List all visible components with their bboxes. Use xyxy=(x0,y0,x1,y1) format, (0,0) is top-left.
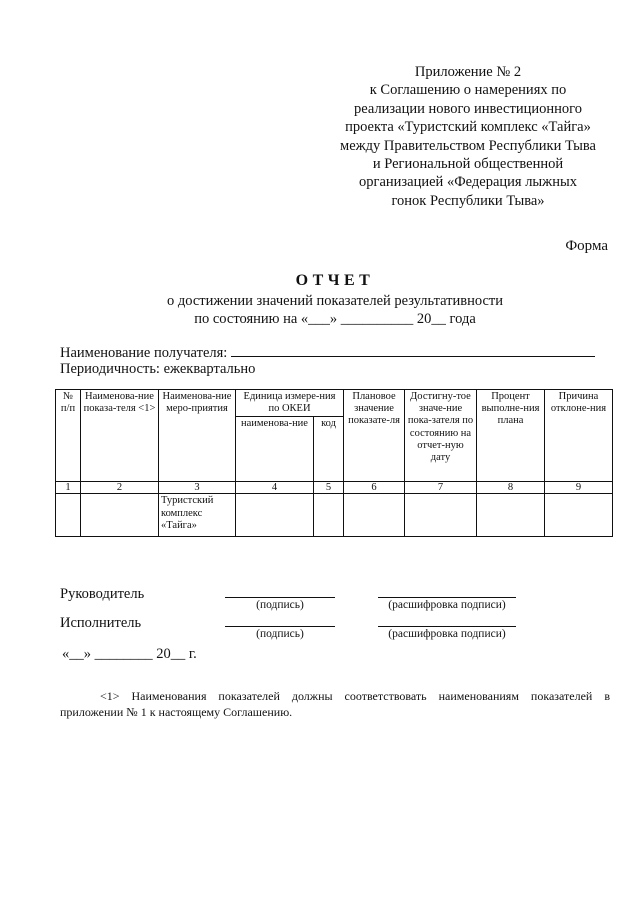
column-number: 8 xyxy=(477,482,545,494)
appendix-line: и Региональной общественной xyxy=(372,156,564,173)
head-signature-caption: (подпись) xyxy=(256,599,304,611)
column-number: 4 xyxy=(236,482,314,494)
appendix-line: реализации нового инвестиционного xyxy=(354,100,582,117)
header-reason: Причина отклоне-ния xyxy=(545,390,613,482)
report-subtitle xyxy=(0,292,640,329)
recipient-label: Наименование получателя: xyxy=(60,345,228,361)
executor-label: Исполнитель xyxy=(60,615,142,631)
report-table xyxy=(55,389,613,537)
subtitle-line: о достижении значений показателей результативности xyxy=(166,293,504,309)
head-label: Руководитель xyxy=(60,586,145,602)
header-num: № п/п xyxy=(56,390,81,482)
appendix-line: между Правительством Республики Тыва xyxy=(340,137,596,154)
column-number: 7 xyxy=(405,482,477,494)
column-number: 1 xyxy=(56,482,81,494)
cell-reason[interactable] xyxy=(545,494,613,537)
cell-num[interactable] xyxy=(56,494,81,537)
recipient-field[interactable] xyxy=(231,343,595,357)
cell-planned[interactable] xyxy=(344,494,405,537)
table-row xyxy=(56,494,613,537)
appendix-line: к Соглашению о намерениях по xyxy=(369,82,567,99)
appendix-line: организацией «Федерация лыжных xyxy=(359,174,577,191)
cell-activity: Туристский комплекс «Тайга» xyxy=(159,494,236,537)
header-percent: Процент выполне-ния плана xyxy=(477,390,545,482)
head-signature-line[interactable] xyxy=(225,597,335,598)
head-decode-caption: (расшифровка подписи) xyxy=(388,599,506,611)
column-number: 3 xyxy=(159,482,236,494)
appendix-line: Приложение № 2 xyxy=(414,64,522,80)
appendix-line: проекта «Туристский комплекс «Тайга» xyxy=(345,119,591,136)
header-activity: Наименова-ние меро-приятия xyxy=(159,390,236,482)
subtitle-date-line: по состоянию на «___» __________ 20__ года xyxy=(194,311,476,328)
executor-decode-line[interactable] xyxy=(378,626,516,627)
periodicity: Периодичность: ежеквартально xyxy=(60,361,256,377)
cell-unit-code[interactable] xyxy=(314,494,344,537)
executor-decode-caption: (расшифровка подписи) xyxy=(388,628,506,640)
head-decode-line[interactable] xyxy=(378,597,516,598)
header-indicator: Наименова-ние показа-теля <1> xyxy=(81,390,159,482)
cell-percent[interactable] xyxy=(477,494,545,537)
column-number: 6 xyxy=(344,482,405,494)
header-planned: Плановое значение показате-ля xyxy=(344,390,405,482)
header-unit-code: код xyxy=(314,417,344,482)
header-achieved: Достигну-тое значе-ние пока-зателя по состоянию на отчет-ную дату xyxy=(405,390,477,482)
form-label: Форма xyxy=(565,238,608,254)
date-line: «__» ________ 20__ г. xyxy=(62,646,197,662)
cell-achieved[interactable] xyxy=(405,494,477,537)
column-number: 2 xyxy=(81,482,159,494)
report-title: ОТЧЕТ xyxy=(295,272,375,289)
column-number: 5 xyxy=(314,482,344,494)
cell-indicator[interactable] xyxy=(81,494,159,537)
footnote: <1> Наименования показателей должны соответствовать наименованиям показателей в приложении № 1 к настоящему Соглашению. xyxy=(60,689,610,719)
appendix-line: гонок Республики Тыва» xyxy=(391,192,545,209)
header-unit-group: Единица измере-ния по ОКЕИ xyxy=(236,390,344,417)
cell-unit-name[interactable] xyxy=(236,494,314,537)
executor-signature-caption: (подпись) xyxy=(256,628,304,640)
column-number: 9 xyxy=(545,482,613,494)
executor-signature-line[interactable] xyxy=(225,626,335,627)
recipient-row xyxy=(60,343,595,362)
appendix-header xyxy=(318,63,618,210)
header-unit-name: наименова-ние xyxy=(236,417,314,482)
